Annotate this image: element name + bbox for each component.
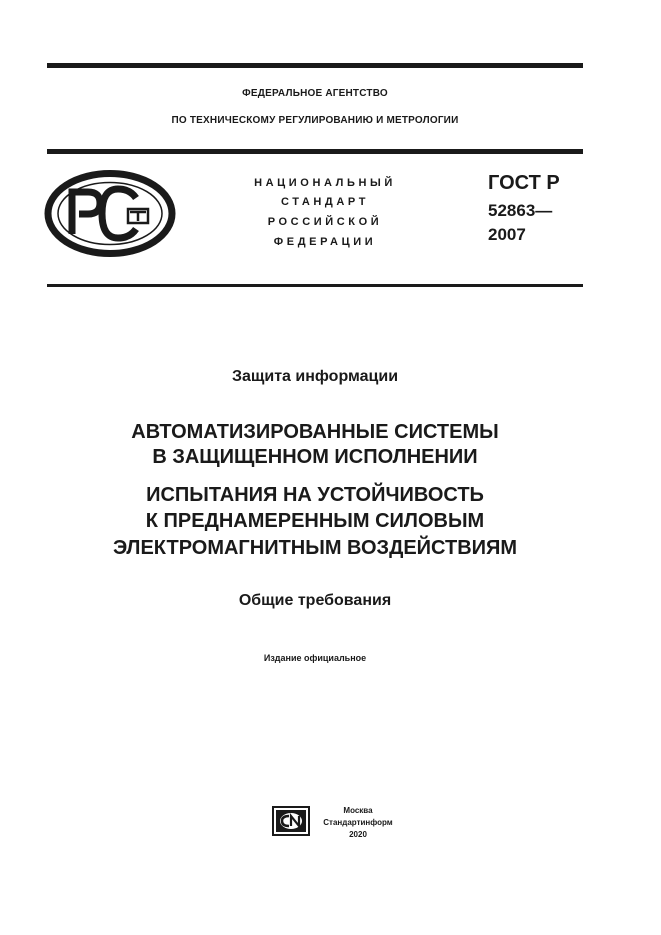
publisher-name: Стандартинформ xyxy=(323,818,393,827)
document-subtitle: Общие требования xyxy=(238,592,392,609)
designation-year: 2007 xyxy=(488,225,526,244)
title-line-1: АВТОМАТИЗИРОВАННЫЕ СИСТЕМЫ xyxy=(131,421,499,443)
publisher-city: Москва xyxy=(343,806,373,815)
title-line-2: В ЗАЩИЩЕННОМ ИСПОЛНЕНИИ xyxy=(152,446,478,468)
publisher-logo xyxy=(272,806,310,836)
agency-name-line-1: ФЕДЕРАЛЬНОЕ АГЕНТСТВО xyxy=(242,88,388,99)
standard-type-line-3: РОССИЙСКОЙ xyxy=(267,216,383,228)
publisher-year: 2020 xyxy=(349,830,367,839)
gost-certification-logo xyxy=(44,170,176,257)
title-line-5: ЭЛЕКТРОМАГНИТНЫМ ВОЗДЕЙСТВИЯМ xyxy=(112,537,518,559)
edition-note: Издание официальное xyxy=(263,653,367,663)
title-line-4: К ПРЕДНАМЕРЕННЫМ СИЛОВЫМ xyxy=(145,510,485,532)
standard-type-line-2: СТАНДАРТ xyxy=(280,196,370,208)
document-subject: Защита информации xyxy=(231,368,399,385)
standard-type-line-4: ФЕДЕРАЦИИ xyxy=(273,236,377,248)
standard-type-line-1: НАЦИОНАЛЬНЫЙ xyxy=(254,177,396,189)
title-line-3: ИСПЫТАНИЯ НА УСТОЙЧИВОСТЬ xyxy=(146,484,484,506)
agency-name-line-2: ПО ТЕХНИЧЕСКОМУ РЕГУЛИРОВАНИЮ И МЕТРОЛОГИИ xyxy=(171,115,459,126)
header-bottom-rule xyxy=(47,284,583,287)
designation-number: 52863— xyxy=(488,201,553,220)
designation-line-1: ГОСТ Р xyxy=(488,172,560,194)
header-rule xyxy=(47,149,583,154)
top-rule xyxy=(47,63,583,68)
